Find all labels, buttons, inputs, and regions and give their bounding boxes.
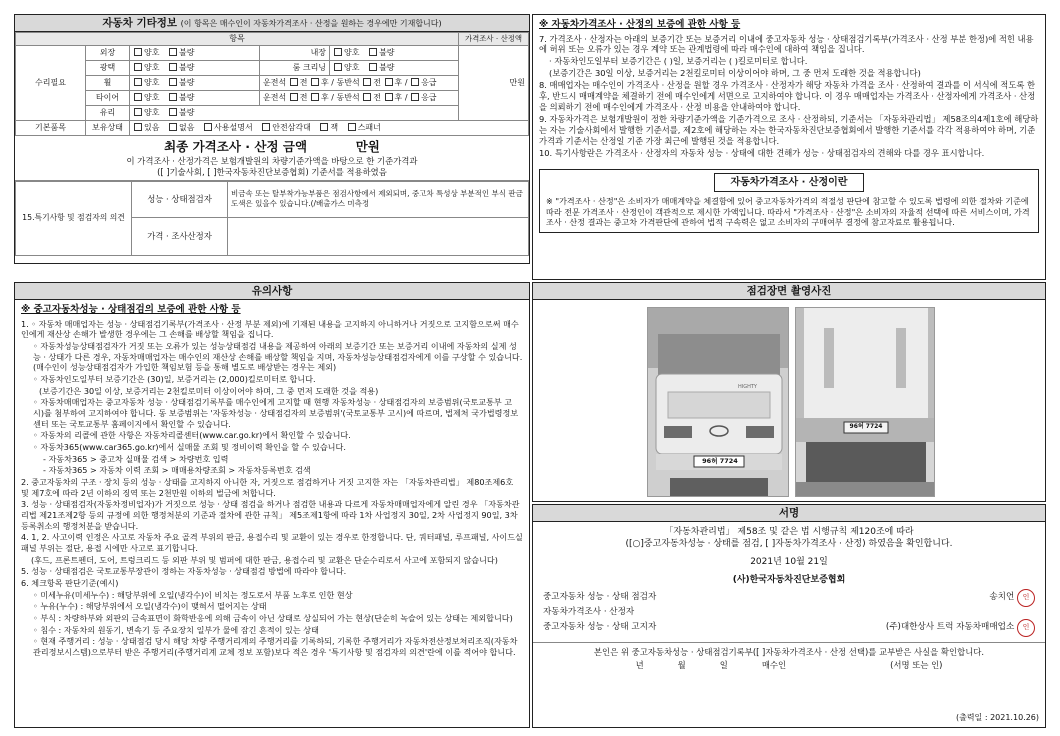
signature-row: 자동차가격조사 · 산정자 [543, 607, 635, 618]
row-tire-options: 양호 불량 [130, 91, 260, 106]
checkbox[interactable] [169, 123, 177, 131]
checkbox[interactable] [169, 93, 177, 101]
rear-truck-illustration [796, 308, 935, 497]
notes-header: 유의사항 [15, 283, 529, 300]
checkbox[interactable] [369, 48, 377, 56]
signature-panel [532, 504, 1046, 728]
checkbox[interactable] [385, 78, 393, 86]
note-item: - 자동차365 > 중고차 실매물 검색 > 차량번호 입력 [43, 453, 229, 464]
row-tire-positions: 운전석 전 후 / 동반석 전 후 / 응급 [260, 91, 459, 106]
row-interior-label: 내장 [260, 46, 330, 61]
checkbox[interactable] [134, 48, 142, 56]
checkbox[interactable] [134, 78, 142, 86]
checkbox[interactable] [169, 48, 177, 56]
note-item: 2. 중고자동차의 구조 · 장치 등의 성능 · 상태를 고지하지 아니한 자, 거짓으로 점검하거나 거짓 고지한 자는 「자동차관리법」 제80조제6호 및 제7호에 따라 2년 이하의 징역 또는 2천만원 이하의 벌금에 처합니다. [21, 476, 514, 498]
checkbox[interactable] [169, 78, 177, 86]
row-polish-options: 양호 불량 [130, 61, 260, 76]
checkbox[interactable] [169, 108, 177, 116]
signature-date: 2021년 10월 21일 [750, 556, 828, 567]
signature-line-2: ([○]중고자동차성능 · 상태를 점검, [ ]자동차가격조사 · 산정) 하였음을 확인합니다. [625, 538, 953, 549]
row-glass-label: 유리 [86, 106, 130, 121]
guarantee-item: · 자동차인도일부터 보증기간은 ( )일, 보증거리는 ( )킬로미터로 합니다. [549, 56, 808, 67]
checkbox[interactable] [134, 108, 142, 116]
final-price-title: 최종 가격조사 · 산정 금액 만원 [164, 139, 380, 154]
stamp-icon: 인 [1017, 619, 1035, 637]
row-interior-options: 양호 불량 [330, 46, 459, 61]
note-item: (보증기간은 30일 이상, 보증거리는 2천킬로미터 이상이어야 하며, 그 중 먼저 도래한 것을 적용) [39, 385, 379, 396]
checkbox[interactable] [363, 78, 371, 86]
checkbox[interactable] [385, 93, 393, 101]
price-guarantee-list [533, 34, 1045, 163]
notes-title: ※ 중고자동차성능 · 상태점검의 보증에 관한 사항 등 [21, 304, 241, 315]
checkbox[interactable] [311, 78, 319, 86]
special-notes-table [15, 181, 529, 256]
row-room-cleaning-options: 양호 불량 [330, 61, 459, 76]
checkbox[interactable] [134, 123, 142, 131]
signature-row: 중고자동차 성능 · 상태 점검자 송치언 인 [533, 591, 1045, 606]
photos-header: 점검장면 촬영사진 [533, 283, 1045, 300]
note-item: ◦ 누유(누수) : 해당부위에서 오일(냉각수)이 맺혀서 떨어지는 상태 [33, 601, 267, 612]
note-item: 5. 성능 · 상태점검은 국토교통부장관이 정하는 자동차성능 · 상태점검 방법에 따라야 합니다. [21, 566, 347, 577]
row-room-cleaning-label: 룸 크리닝 [260, 61, 330, 76]
row-wheel-positions: 운전석 전 후 / 동반석 전 후 / 응급 [260, 76, 459, 91]
signature-statement [533, 522, 1045, 587]
col-item: 항목 [16, 33, 459, 46]
guarantee-item: (보증기간은 30일 이상, 보증거리는 2천킬로미터 이상이어야 하며, 그 중 먼저 도래한 것을 적용합니다) [549, 68, 921, 79]
note-item: ◦ 자동차의 리콜에 관한 사항은 자동차리콜센터(www.car.go.kr)에서 확인할 수 있습니다. [33, 430, 351, 441]
special-notes-label: 15.특기사항 및 점검자의 의견 [16, 181, 132, 255]
basic-items-options: 있음 없음 사용설명서 안전삼각대 잭 스패너 [130, 121, 529, 136]
checkbox[interactable] [134, 93, 142, 101]
row-exterior-label: 외장 [86, 46, 130, 61]
repair-label: 수리필요 [16, 46, 86, 121]
price-survey-definition-title: 자동차가격조사 · 산정이란 [714, 173, 864, 192]
checkbox[interactable] [334, 48, 342, 56]
row-exterior-options: 양호 불량 [130, 46, 260, 61]
signature-association: (사)한국자동차진단보증협회 [732, 574, 846, 585]
price-survey-definition-box [539, 169, 1039, 233]
basic-items-label: 기본품목 [16, 121, 86, 136]
row-polish-label: 광택 [86, 61, 130, 76]
note-item: 4. 1, 2. 사고이력 인정은 사고로 자동차 주요 골격 부위의 판금, 용접수리 및 교환이 있는 경우로 한정합니다. 단, 쿼터패널, 루프패널, 사이드실패널 부위는 절단, 용접 시에만 사고로 표기합니다. [21, 532, 523, 553]
checkbox[interactable] [204, 123, 212, 131]
checkbox[interactable] [363, 93, 371, 101]
note-item: ◦ 침수 : 자동차의 원동기, 변속기 등 주요장치 일부가 물에 잠긴 흔적이 있는 상태 [33, 624, 319, 635]
vehicle-other-info-note: (이 항목은 매수인이 자동차가격조사 · 산정을 원하는 경우에만 기재합니다) [180, 19, 442, 28]
signature-row: 중고자동차 성능 · 상태 고지자 (주)대한상사 트럭 자동차매매업소 인 [533, 621, 1045, 636]
checkbox[interactable] [290, 78, 298, 86]
checkbox[interactable] [411, 93, 419, 101]
row-glass-options: 양호 불량 [130, 106, 459, 121]
signature-header: 서명 [533, 505, 1045, 522]
front-plate: 96허 7724 [702, 457, 738, 465]
note-item: (후드, 프론트펜더, 도어, 트렁크리드 등 외판 부위 및 범퍼에 대한 판금, 용접수리 및 교환은 단순수리로서 사고에 포함되지 않습니다) [31, 554, 498, 565]
vehicle-other-info-title: 자동차 기타정보 [102, 17, 178, 29]
note-item: 3. 성능 · 상태점검자(자동차정비업자)가 거짓으로 성능 · 상태 점검을 하거나 점검한 내용과 다르게 자동차매매업자에게 알린 경우 「자동차관리법 제21조제2항 등의 규정에 의한 행정처분의 기준과 절차에 관한 규칙」 제5조제1항에 따라 1차 사업정지 30일, 2차 사업정지 90일, 3차 등록취소의 행정처분을 받습니다. [21, 499, 520, 531]
note-item: ◦ 자동차성능상태점검자가 거짓 또는 오류가 있는 성능상태점검 내용을 제공하여 아래의 보증기간 또는 보증거리 이내에 자동차의 실제 성능 · 상태가 다른 경우, 자동차매매업자는 매수인의 재산상 손해를 배상할 책임을 지며, 자동차성능상태점검자에게 이를 구상할 수 있습니다. (매수인이 성능상태점검자가 가입한 책임보험 등을 통해 별도로 배상받는 경우는 제외) [33, 340, 523, 373]
photos-panel [532, 282, 1046, 502]
vehicle-other-info-panel [14, 14, 530, 264]
inspector-label: 성능 · 상태점검자 [132, 181, 228, 217]
price-survey-definition-text: ※ "가격조사 · 산정"은 소비자가 매매계약을 체결함에 있어 중고자동차가격의 적절성 판단에 참고할 수 있도록 법령에 의한 절차와 기준에 따라 전문 가격조사 · 산정인이 객관적으로 제시한 가액입니다. 따라서 "가격조사 · 산정"은 소비자의 자율적 선택에 따른 서비스이며, 가격조사 · 산정 결과는 중고차 가격판단에 관하여 법적 구속력은 없고 소비자의 구매여부 결정에 참고자료로 활용됩니다. [546, 196, 1030, 228]
checkbox[interactable] [134, 63, 142, 71]
row-wheel-label: 휠 [86, 76, 130, 91]
front-model-label: HIGHTY [738, 384, 757, 390]
checkbox[interactable] [262, 123, 270, 131]
guarantee-item: 7. 가격조사 · 산정자는 아래의 보증기간 또는 보증거리 이내에 중고자동차 성능 · 상태점검기록부(가격조사 · 산정 부분 한정)에 적힌 내용에 허위 또는 오류가 있는 경우 계약 또는 관계법령에 따라 매수인에 대하여 책임을 집니다. [539, 33, 1034, 55]
notes-list [15, 319, 529, 662]
inspector-opinion: 비금속 또는 탈부착가능부품은 점검사항에서 제외되며, 중고차 특성상 부분적인 부식 판금 도색은 있을수 있습니다.(/배출가스 미측정 [228, 181, 529, 217]
receipt-text: 본인은 위 중고자동차성능 · 상태점검기록부([ ]자동차가격조사 · 산정 선택)를 교부받은 사실을 확인합니다. [593, 646, 985, 657]
receipt-date-row: 년 월 일 매수인 (서명 또는 인) [635, 659, 943, 670]
checkbox[interactable] [411, 78, 419, 86]
vehicle-other-info-header [15, 15, 529, 32]
final-price-note-1: 이 가격조사 · 산정가격은 보험개발원의 차량기준가액을 바탕으로 한 기준가격과 [126, 155, 418, 166]
notes-panel [14, 282, 530, 728]
note-item: 6. 체크항목 판단기준(예시) [21, 577, 119, 588]
note-item: ◦ 현재 주행거리 : 성능 · 상태점검 당시 해당 차량 주행거리계의 주행거리를 기록하되, 기록한 주행거리가 자동차전산정보처리조직(자동차관리정보시스템)으로부터 받은 주행거리(주행거리계 교체 정보 포함)보다 적은 경우 '특기사항 및 점검자의 의견'란에 이를 적어야 합니다. [33, 636, 518, 658]
rear-photo [795, 307, 935, 497]
front-truck-illustration [648, 308, 789, 497]
note-item: ◦ 부식 : 차량하부와 외판의 금속표면이 화학반응에 의해 금속이 아닌 상태로 상실되어 가는 현상(단순히 녹슬어 있는 상태는 제외합니다) [33, 613, 513, 623]
rear-plate: 96허 7724 [849, 423, 883, 430]
price-unit: 만원 [459, 46, 529, 121]
final-price-block [15, 136, 529, 181]
price-guarantee-panel [532, 14, 1046, 280]
front-photo [647, 307, 789, 497]
signature-line-1: 「자동차관리법」 제58조 및 같은 법 시행규칙 제120조에 따라 [664, 527, 914, 537]
checkbox[interactable] [348, 123, 356, 131]
note-item: ◦ 미세누유(미세누수) : 해당부위에 오일(냉각수)이 비치는 정도로서 부품 노후로 인한 현상 [33, 589, 353, 600]
col-price: 가격조사 · 산정액 [459, 33, 529, 46]
checkbox[interactable] [311, 93, 319, 101]
buyer-sign: (서명 또는 인) [890, 659, 943, 670]
note-item: - 자동차365 > 자동차 이력 조회 > 매매용차량조회 > 자동차등록번호 검색 [43, 465, 311, 476]
price-guarantee-title: ※ 자동차가격조사 · 산정의 보증에 관한 사항 등 [539, 19, 741, 30]
checkbox[interactable] [290, 93, 298, 101]
note-item: ◦ 자동차인도일부터 보증기간은 (30)일, 보증거리는 (2,000)킬로미터로 합니다. [33, 373, 316, 384]
stamp-icon: 인 [1017, 589, 1035, 607]
price-surveyor-label: 가격 · 조사산정자 [132, 217, 228, 255]
checkbox[interactable] [334, 63, 342, 71]
row-wheel-options: 양호 불량 [130, 76, 260, 91]
guarantee-item: 9. 자동차가격은 보험개발원이 정한 차량기준가액을 기준가격으로 조사 · 산정하되, 기준서는 「자동차관리법」 제58조의4제1호에 해당하는 자는 기술사회에서 발행한 기준서를, 제2호에 해당하는 자는 한국자동차진단보증협회에서 발행한 기준서를 각각 적용하여야 하며, 기준가격과 기준서는 산정일 기준 가장 최근에 발행된 것을 적용합니다. [539, 114, 1039, 146]
row-tire-label: 타이어 [86, 91, 130, 106]
checkbox[interactable] [320, 123, 328, 131]
final-price-note-2: ([ ]기술사회, [ ]한국자동차진단보증협회) 기준서를 적용하였음 [157, 166, 387, 177]
signature-rows [533, 591, 1045, 636]
note-item: ◦ 자동차매매업자는 중고자동차 성능 · 상태점검기록부를 매수인에게 고지할 때 현행 자동차성능 · 상태점검자의 보증범위(국토교통부 고시)를 첨부하여 고지하여야 합니다. 동 보증범위는 '자동차성능 · 상태점검자의 보증범위'(국토교통부 고시)에 따르며, 법제처 국가법령정보센터 또는 국토교통부 홈페이지에서 확인할 수 있습니다. [33, 397, 519, 429]
price-surveyor-opinion [228, 217, 529, 255]
basic-items-sub: 보유상태 [86, 121, 130, 136]
checkbox[interactable] [369, 63, 377, 71]
guarantee-item: 8. 매매업자는 매수인이 가격조사 · 산정을 원할 경우 가격조사 · 산정자가 해당 자동차 가격을 조사 · 산정하여 결과를 이 서식에 적도록 한 후, 반드시 매매계약을 체결하기 전에 매수인에게 서면으로 고지하여야 합니다. 이 경우 매매업자는 가격조사 · 산정자에게 가격조사 · 산정을 의뢰하기 전에 매수인에게 가격조사 · 산정 비용을 안내하여야 합니다. [539, 80, 1036, 113]
checkbox[interactable] [169, 63, 177, 71]
note-item: 1. ◦ 자동차 매매업자는 성능 · 상태점검기록부(가격조사 · 산정 부분 제외)에 기재된 내용을 고지하지 아니하거나 거짓으로 고지함으로써 매수인에게 재산상 손해가 발생한 경우에는 그 손해를 배상할 책임을 집니다. [21, 318, 519, 340]
note-item: ◦ 자동차365(www.car365.go.kr)에서 실매물 조회 및 정비이력 확인을 할 수 있습니다. [33, 441, 346, 452]
guarantee-item: 10. 특기사항란은 가격조사 · 산정자의 자동차 성능 · 상태에 대한 견해가 성능 · 상태점검자의 견해와 다를 경우 표시합니다. [539, 147, 985, 158]
receipt-block [533, 642, 1045, 671]
repair-table [15, 32, 529, 136]
printed-date: (출력일 : 2021.10.26) [955, 713, 1039, 723]
